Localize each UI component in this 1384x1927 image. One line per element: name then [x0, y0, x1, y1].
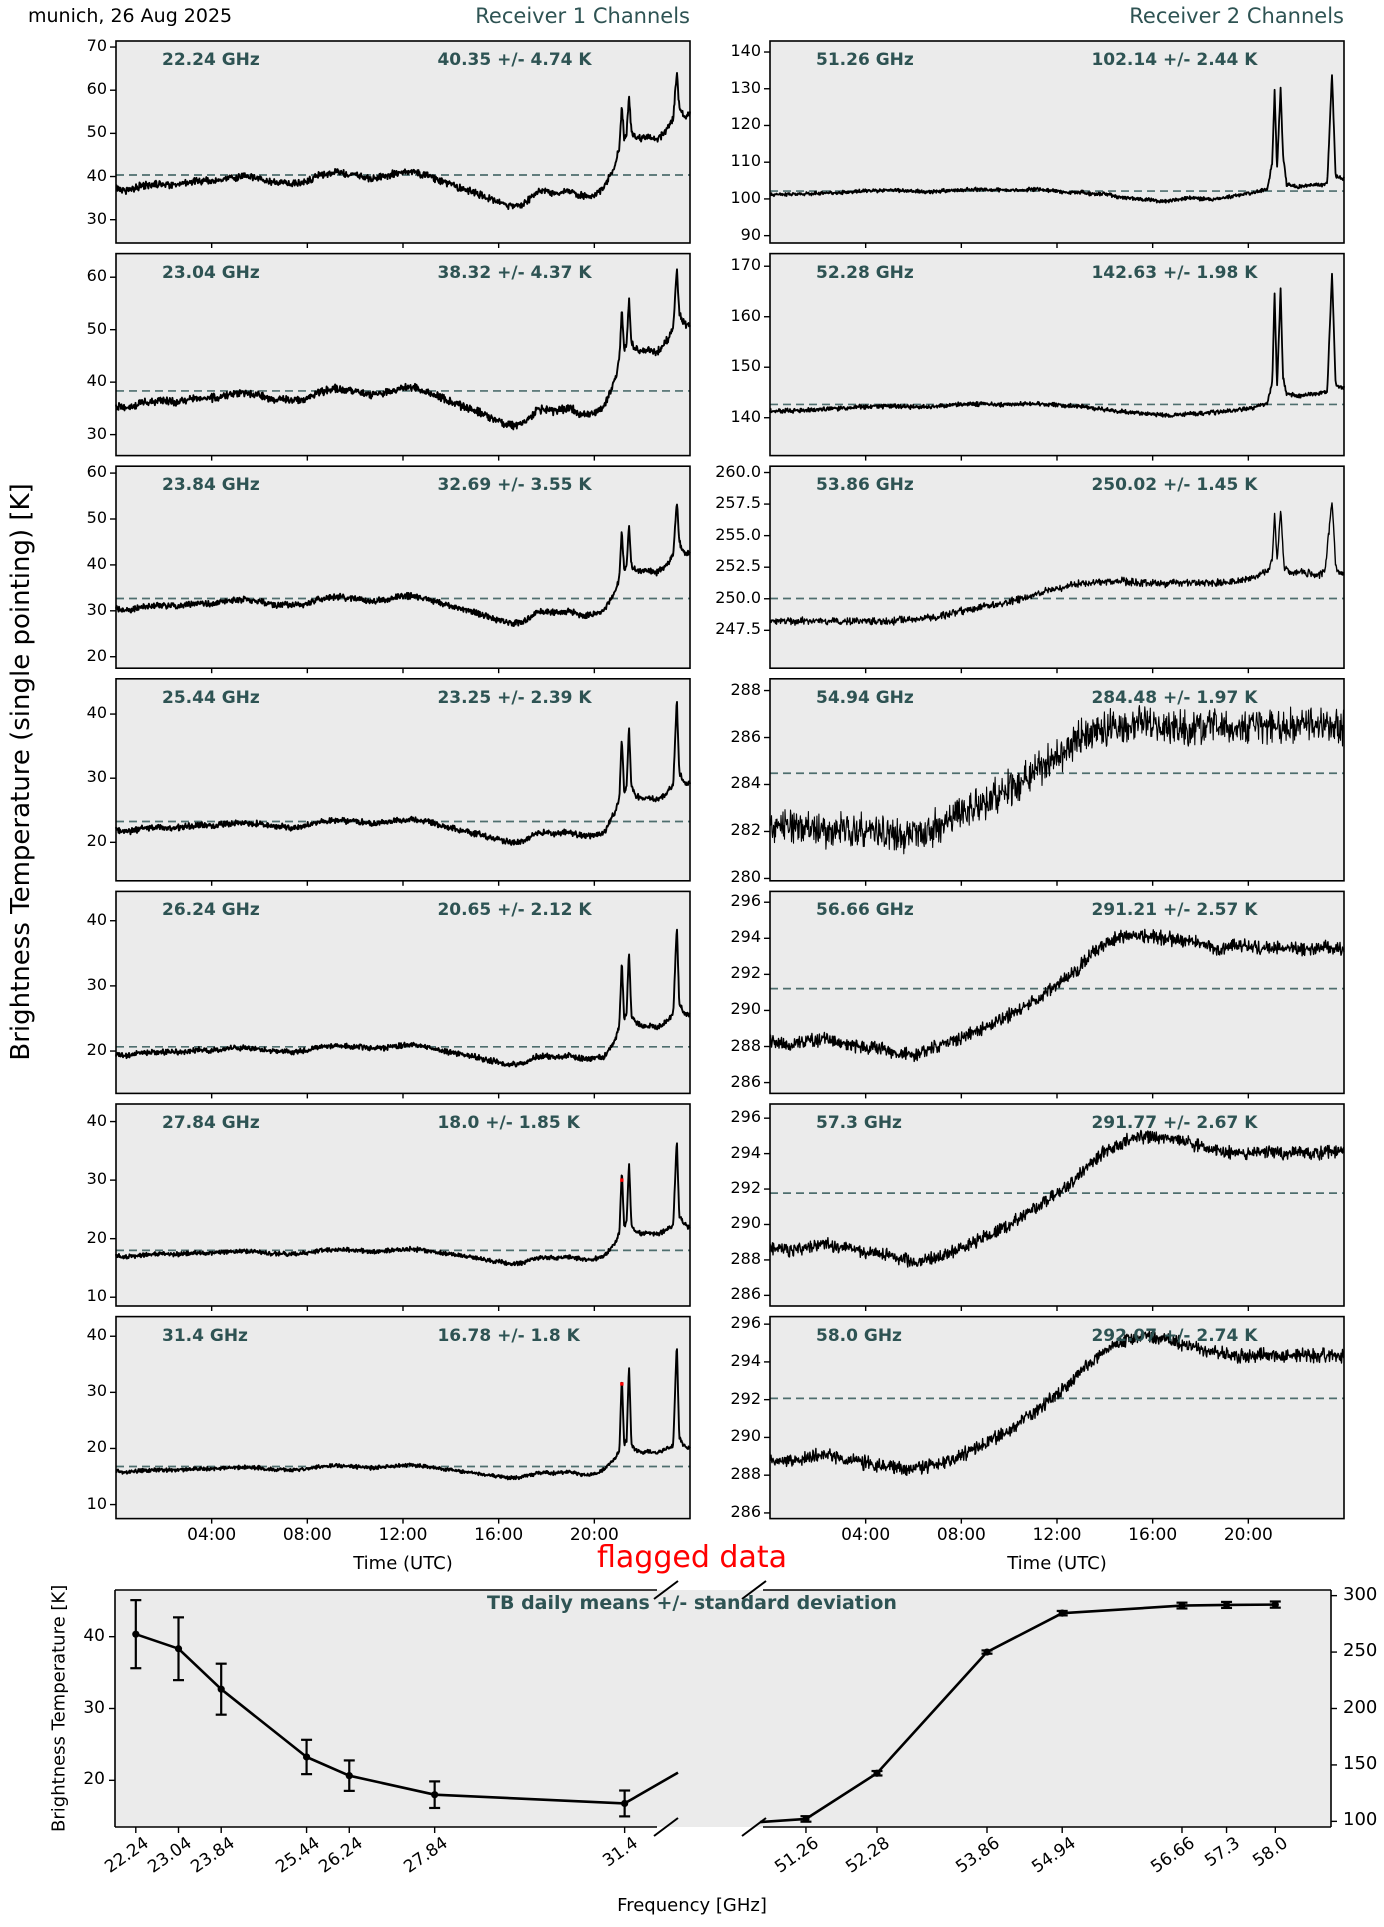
panel-bg: [116, 41, 690, 243]
summary-right-tick-label: 200: [1343, 1696, 1378, 1718]
y-tick-label: 140: [730, 406, 761, 426]
y-tick-label: 170: [730, 255, 761, 275]
y-tick-label: 252.5: [715, 556, 761, 576]
y-tick-label: 40: [86, 165, 107, 185]
y-tick-label: 284: [730, 773, 761, 793]
frequency-tick-label: 51.26: [771, 1833, 823, 1878]
channel-mean-std-label: 291.21 +/- 2.57 K: [1091, 900, 1258, 921]
y-tick-label: 30: [86, 423, 107, 443]
x-tick-label: 16:00: [1128, 1525, 1178, 1545]
summary-right-tick-label: 150: [1343, 1752, 1378, 1774]
y-tick-label: 30: [86, 1169, 107, 1189]
x-tick-label: 20:00: [1223, 1525, 1273, 1545]
y-tick-label: 296: [730, 1313, 761, 1333]
x-tick-label: 08:00: [282, 1525, 332, 1545]
y-tick-label: 250.0: [715, 587, 761, 607]
y-tick-label: 50: [86, 507, 107, 527]
x-tick-label: 04:00: [841, 1525, 891, 1545]
channel-mean-std-label: 38.32 +/- 4.37 K: [437, 262, 592, 283]
time-axis-label-left: Time (UTC): [353, 1553, 453, 1574]
channel-frequency-label: 53.86 GHz: [816, 475, 914, 496]
data-marker: [346, 1772, 353, 1779]
panel-bg: [116, 891, 690, 1093]
y-tick-label: 286: [730, 726, 761, 746]
y-tick-label: 294: [730, 1350, 761, 1370]
y-tick-label: 296: [730, 1107, 761, 1127]
y-tick-label: 40: [86, 909, 107, 929]
channel-frequency-label: 31.4 GHz: [162, 1325, 248, 1346]
channel-frequency-label: 58.0 GHz: [816, 1325, 902, 1346]
y-tick-label: 247.5: [715, 619, 761, 639]
channel-mean-std-label: 292.07 +/- 2.74 K: [1091, 1325, 1258, 1346]
y-tick-label: 110: [730, 151, 761, 171]
y-tick-label: 290: [730, 1426, 761, 1446]
panel-bg: [770, 41, 1344, 243]
data-marker: [873, 1770, 880, 1777]
data-marker: [175, 1645, 182, 1652]
y-tick-label: 255.0: [715, 524, 761, 544]
panel-bg: [770, 1317, 1344, 1519]
frequency-tick-label: 57.3: [1200, 1833, 1244, 1872]
y-tick-label: 100: [730, 187, 761, 207]
y-tick-label: 280: [730, 867, 761, 887]
data-marker: [1272, 1601, 1279, 1608]
y-tick-label: 294: [730, 927, 761, 947]
y-tick-label: 40: [86, 1110, 107, 1130]
data-marker: [431, 1791, 438, 1798]
receiver2-column-title: Receiver 2 Channels: [1129, 4, 1344, 28]
y-tick-label: 286: [730, 1284, 761, 1304]
y-tick-label: 90: [740, 224, 761, 244]
frequency-tick-label: 23.84: [186, 1833, 239, 1878]
flagged-point: [620, 1178, 623, 1181]
y-tick-label: 50: [86, 318, 107, 338]
channel-mean-std-label: 250.02 +/- 1.45 K: [1091, 475, 1258, 496]
flagged-data-annotation: flagged data: [597, 1540, 787, 1575]
y-tick-label: 60: [86, 266, 107, 286]
y-tick-label: 10: [86, 1286, 107, 1306]
channel-frequency-label: 54.94 GHz: [816, 687, 914, 708]
y-tick-label: 292: [730, 963, 761, 983]
channel-mean-std-label: 18.0 +/- 1.85 K: [437, 1113, 580, 1133]
data-marker: [1178, 1602, 1185, 1609]
y-tick-label: 288: [730, 1248, 761, 1268]
data-marker: [218, 1686, 225, 1693]
y-tick-label: 288: [730, 1464, 761, 1484]
panel-bg: [116, 1317, 690, 1519]
summary-right-tick-label: 100: [1343, 1809, 1378, 1831]
y-tick-label: 20: [86, 1227, 107, 1247]
frequency-tick-label: 23.04: [144, 1833, 196, 1878]
panel-bg: [770, 679, 1344, 881]
panel-bg: [770, 891, 1344, 1093]
y-tick-label: 130: [730, 77, 761, 97]
channel-mean-std-label: 20.65 +/- 2.12 K: [437, 900, 592, 921]
summary-panel-bg: [115, 1590, 1331, 1827]
y-tick-label: 50: [86, 122, 107, 142]
y-tick-label: 292: [730, 1388, 761, 1408]
y-tick-label: 40: [86, 703, 107, 723]
frequency-tick-label: 53.86: [952, 1833, 1004, 1878]
panel-bg: [116, 466, 690, 668]
summary-right-tick-label: 250: [1343, 1640, 1378, 1662]
y-tick-label: 286: [730, 1501, 761, 1521]
y-tick-label: 20: [86, 645, 107, 665]
flagged-point: [620, 1382, 623, 1385]
y-tick-label: 30: [86, 1381, 107, 1401]
channel-mean-std-label: 32.69 +/- 3.55 K: [437, 475, 592, 496]
data-marker: [132, 1631, 139, 1638]
shared-y-axis-label: Brightness Temperature (single pointing) [K]: [6, 483, 37, 1061]
y-tick-label: 60: [86, 462, 107, 482]
channel-frequency-label: 23.04 GHz: [162, 262, 260, 283]
channel-mean-std-label: 23.25 +/- 2.39 K: [437, 687, 592, 708]
data-marker: [983, 1648, 990, 1655]
y-tick-label: 288: [730, 1035, 761, 1055]
frequency-tick-label: 25.44: [272, 1833, 324, 1878]
frequency-tick-label: 27.84: [400, 1833, 452, 1878]
time-axis-label-right: Time (UTC): [1007, 1553, 1107, 1574]
y-tick-label: 257.5: [715, 493, 761, 513]
frequency-tick-label: 26.24: [314, 1833, 367, 1878]
frequency-tick-label: 58.0: [1249, 1833, 1293, 1872]
y-tick-label: 290: [730, 1213, 761, 1233]
frequency-tick-label: 54.94: [1027, 1833, 1080, 1878]
x-tick-label: 16:00: [474, 1525, 524, 1545]
y-tick-label: 150: [730, 356, 761, 376]
data-marker: [802, 1815, 809, 1822]
y-tick-label: 60: [86, 79, 107, 99]
panel-bg: [116, 254, 690, 456]
frequency-axis-label: Frequency [GHz]: [617, 1895, 767, 1916]
channel-frequency-label: 25.44 GHz: [162, 687, 260, 708]
channel-mean-std-label: 291.77 +/- 2.67 K: [1091, 1113, 1258, 1133]
y-tick-label: 70: [86, 36, 107, 56]
data-marker: [621, 1800, 628, 1807]
summary-y-axis-label: Brightness Temperature [K]: [48, 1584, 70, 1832]
data-marker: [1223, 1601, 1230, 1608]
channel-frequency-label: 22.24 GHz: [162, 50, 260, 70]
panel-bg: [770, 254, 1344, 456]
y-tick-label: 160: [730, 305, 761, 325]
y-tick-label: 30: [86, 208, 107, 228]
y-tick-label: 260.0: [715, 461, 761, 481]
y-tick-label: 294: [730, 1142, 761, 1162]
y-tick-label: 140: [730, 41, 761, 61]
y-tick-label: 10: [86, 1493, 107, 1513]
y-tick-label: 120: [730, 114, 761, 134]
y-tick-label: 292: [730, 1178, 761, 1198]
frequency-tick-label: 52.28: [842, 1833, 894, 1878]
summary-title: TB daily means +/- standard deviation: [487, 1592, 897, 1614]
summary-left-tick-label: 40: [83, 1625, 105, 1646]
panel-bg: [770, 1104, 1344, 1306]
frequency-tick-label: 22.24: [101, 1833, 153, 1878]
y-tick-label: 296: [730, 891, 761, 911]
channel-frequency-label: 52.28 GHz: [816, 262, 914, 283]
summary-left-tick-label: 20: [83, 1769, 105, 1790]
y-tick-label: 30: [86, 767, 107, 787]
y-tick-label: 30: [86, 599, 107, 619]
y-tick-label: 282: [730, 820, 761, 840]
summary-left-tick-label: 30: [83, 1697, 105, 1718]
y-tick-label: 20: [86, 831, 107, 851]
y-tick-label: 40: [86, 553, 107, 573]
y-tick-label: 20: [86, 1437, 107, 1457]
panel-bg: [116, 1104, 690, 1306]
channel-frequency-label: 26.24 GHz: [162, 900, 260, 921]
data-marker: [303, 1753, 310, 1760]
x-tick-label: 12:00: [378, 1525, 428, 1545]
x-tick-label: 04:00: [187, 1525, 237, 1545]
y-tick-label: 40: [86, 371, 107, 391]
channel-mean-std-label: 40.35 +/- 4.74 K: [437, 50, 592, 70]
panel-bg: [770, 466, 1344, 668]
frequency-tick-label: 56.66: [1147, 1833, 1199, 1878]
receiver1-column-title: Receiver 1 Channels: [475, 4, 690, 28]
channel-frequency-label: 57.3 GHz: [816, 1113, 902, 1133]
panel-bg: [116, 679, 690, 881]
channel-mean-std-label: 102.14 +/- 2.44 K: [1091, 50, 1258, 70]
channel-frequency-label: 51.26 GHz: [816, 50, 914, 70]
y-tick-label: 20: [86, 1040, 107, 1060]
x-tick-label: 12:00: [1032, 1525, 1082, 1545]
channel-frequency-label: 23.84 GHz: [162, 475, 260, 496]
y-tick-label: 286: [730, 1071, 761, 1091]
summary-right-tick-label: 300: [1343, 1583, 1378, 1605]
y-tick-label: 30: [86, 974, 107, 994]
y-tick-label: 40: [86, 1325, 107, 1345]
channel-frequency-label: 56.66 GHz: [816, 900, 914, 921]
channel-mean-std-label: 16.78 +/- 1.8 K: [437, 1325, 580, 1346]
channel-frequency-label: 27.84 GHz: [162, 1113, 260, 1133]
channel-mean-std-label: 284.48 +/- 1.97 K: [1091, 687, 1258, 708]
x-tick-label: 20:00: [569, 1525, 619, 1545]
frequency-tick-label: 31.4: [599, 1833, 642, 1872]
figure-date-title: munich, 26 Aug 2025: [28, 5, 233, 27]
channel-mean-std-label: 142.63 +/- 1.98 K: [1091, 262, 1258, 283]
x-tick-label: 08:00: [936, 1525, 986, 1545]
y-tick-label: 288: [730, 679, 761, 699]
y-tick-label: 290: [730, 999, 761, 1019]
